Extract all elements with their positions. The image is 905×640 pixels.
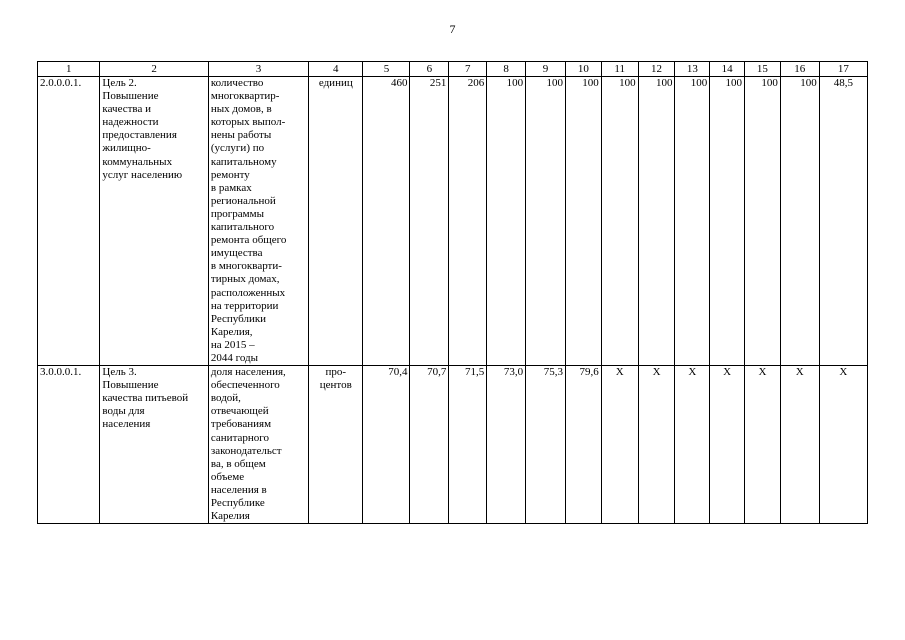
indicator-cell-line: законодательст (210, 444, 282, 457)
value-cell-col-12: X (638, 366, 675, 524)
value-cell-col-12: 100 (638, 77, 675, 366)
row-code: 2.0.0.0.1. (38, 77, 100, 366)
value-cell-col-14: X (710, 366, 745, 524)
goal-cell-line: Повышение (102, 379, 159, 392)
column-header-12: 12 (638, 62, 675, 77)
unit-cell-line: центов (319, 379, 352, 392)
column-header-14: 14 (710, 62, 745, 77)
indicator-cell-line: программы (210, 207, 264, 220)
indicators-table (37, 61, 868, 524)
value-cell-col-16: 100 (780, 77, 819, 366)
indicator-cell-line: на территории (210, 299, 279, 312)
column-header-9: 9 (526, 62, 566, 77)
indicator-cell (208, 366, 308, 524)
value-cell-col-5: 70,4 (363, 366, 410, 524)
table-row (38, 77, 868, 366)
indicator-cell-line: нены работы (210, 129, 272, 142)
value-cell-col-7: 206 (449, 77, 487, 366)
indicator-cell-line: капитального (210, 221, 275, 234)
indicator-cell-line: доля населения, (210, 366, 286, 379)
header-row (38, 62, 868, 77)
goal-cell-line: коммунальных (102, 155, 173, 168)
goal-cell-line: надежности (102, 116, 159, 129)
column-header-15: 15 (745, 62, 781, 77)
column-header-3: 3 (208, 62, 308, 77)
column-header-7: 7 (449, 62, 487, 77)
indicator-cell-line: (услуги) по (210, 142, 265, 155)
column-header-10: 10 (565, 62, 601, 77)
value-cell-col-17: 48,5 (819, 77, 867, 366)
value-cell-col-15: 100 (745, 77, 781, 366)
indicator-cell-line: требованиям (210, 418, 272, 431)
column-header-16: 16 (780, 62, 819, 77)
value-cell-col-7: 71,5 (449, 366, 487, 524)
value-cell-col-6: 70,7 (410, 366, 449, 524)
indicator-cell-line: имущества (210, 247, 263, 260)
value-cell-col-10: 100 (565, 77, 601, 366)
indicator-cell-line: ремонта общего (210, 234, 287, 247)
indicator-cell-line: на 2015 – (210, 338, 255, 351)
value-cell-col-13: X (675, 366, 710, 524)
goal-cell (100, 77, 208, 366)
column-header-5: 5 (363, 62, 410, 77)
value-cell-col-15: X (745, 366, 781, 524)
indicator-cell-line: обеспеченного (210, 379, 280, 392)
column-header-4: 4 (309, 62, 363, 77)
indicator-cell-line: в многокварти- (210, 260, 282, 273)
value-cell-col-10: 79,6 (565, 366, 601, 524)
unit-cell (309, 77, 363, 366)
indicator-cell-line: которых выпол- (210, 116, 286, 129)
goal-cell (100, 366, 208, 524)
value-cell-col-8: 73,0 (487, 366, 526, 524)
indicator-cell-line: населения в (210, 483, 267, 496)
goal-cell-line: Повышение (102, 90, 159, 103)
indicator-cell (208, 77, 308, 366)
indicator-cell-line: Республике (210, 497, 265, 509)
column-header-1: 1 (38, 62, 100, 77)
indicator-cell-line: Карелия, (210, 325, 253, 338)
value-cell-col-13: 100 (675, 77, 710, 366)
value-cell-col-9: 75,3 (526, 366, 566, 524)
value-cell-col-5: 460 (363, 77, 410, 366)
unit-cell-line: про- (325, 366, 347, 379)
value-cell-col-14: 100 (710, 77, 745, 366)
indicator-cell-line: 2044 годы (210, 351, 259, 364)
goal-cell-line: предоставления (102, 129, 177, 142)
indicator-cell-line: многоквартир- (210, 90, 280, 103)
goal-cell-line: качества и (102, 103, 151, 116)
goal-cell-line: качества питьевой (102, 392, 189, 405)
column-header-2: 2 (100, 62, 208, 77)
goal-cell-line: жилищно- (102, 142, 151, 155)
indicator-cell-line: объеме (210, 470, 245, 483)
column-header-8: 8 (487, 62, 526, 77)
unit-cell-line: единиц (318, 77, 353, 89)
column-header-11: 11 (601, 62, 638, 77)
value-cell-col-16: X (780, 366, 819, 524)
indicator-cell-line: расположенных (210, 286, 286, 299)
goal-cell-line: Цель 2. (102, 77, 137, 89)
indicator-cell-line: Республики (210, 312, 267, 325)
indicator-cell-line: водой, (210, 392, 241, 405)
indicator-cell-line: количество (210, 77, 264, 89)
column-header-13: 13 (675, 62, 710, 77)
row-code: 3.0.0.0.1. (38, 366, 100, 524)
indicator-cell-line: тирных домах, (210, 273, 280, 286)
page-number: 7 (449, 22, 456, 36)
indicator-cell-line: ремонту (210, 168, 250, 181)
goal-cell-line: Цель 3. (102, 366, 137, 379)
indicator-cell-line: санитарного (210, 431, 270, 444)
indicator-cell-line: капитальному (210, 155, 277, 168)
value-cell-col-9: 100 (526, 77, 566, 366)
goal-cell-line: населения (102, 418, 151, 431)
indicator-cell-line: Карелия (210, 510, 250, 523)
value-cell-col-8: 100 (487, 77, 526, 366)
goal-cell-line: услуг населению (102, 168, 183, 181)
column-header-6: 6 (410, 62, 449, 77)
value-cell-col-11: 100 (601, 77, 638, 366)
value-cell-col-6: 251 (410, 77, 449, 366)
indicator-cell-line: ва, в общем (210, 457, 266, 470)
value-cell-col-11: X (601, 366, 638, 524)
indicator-cell-line: отвечающей (210, 405, 269, 418)
unit-cell (309, 366, 363, 524)
goal-cell-line: воды для (102, 405, 145, 418)
value-cell-col-17: X (819, 366, 867, 524)
indicator-cell-line: региональной (210, 194, 276, 207)
table-row (38, 366, 868, 524)
indicator-cell-line: ных домов, в (210, 103, 272, 116)
indicator-cell-line: в рамках (210, 181, 252, 194)
column-header-17: 17 (819, 62, 867, 77)
